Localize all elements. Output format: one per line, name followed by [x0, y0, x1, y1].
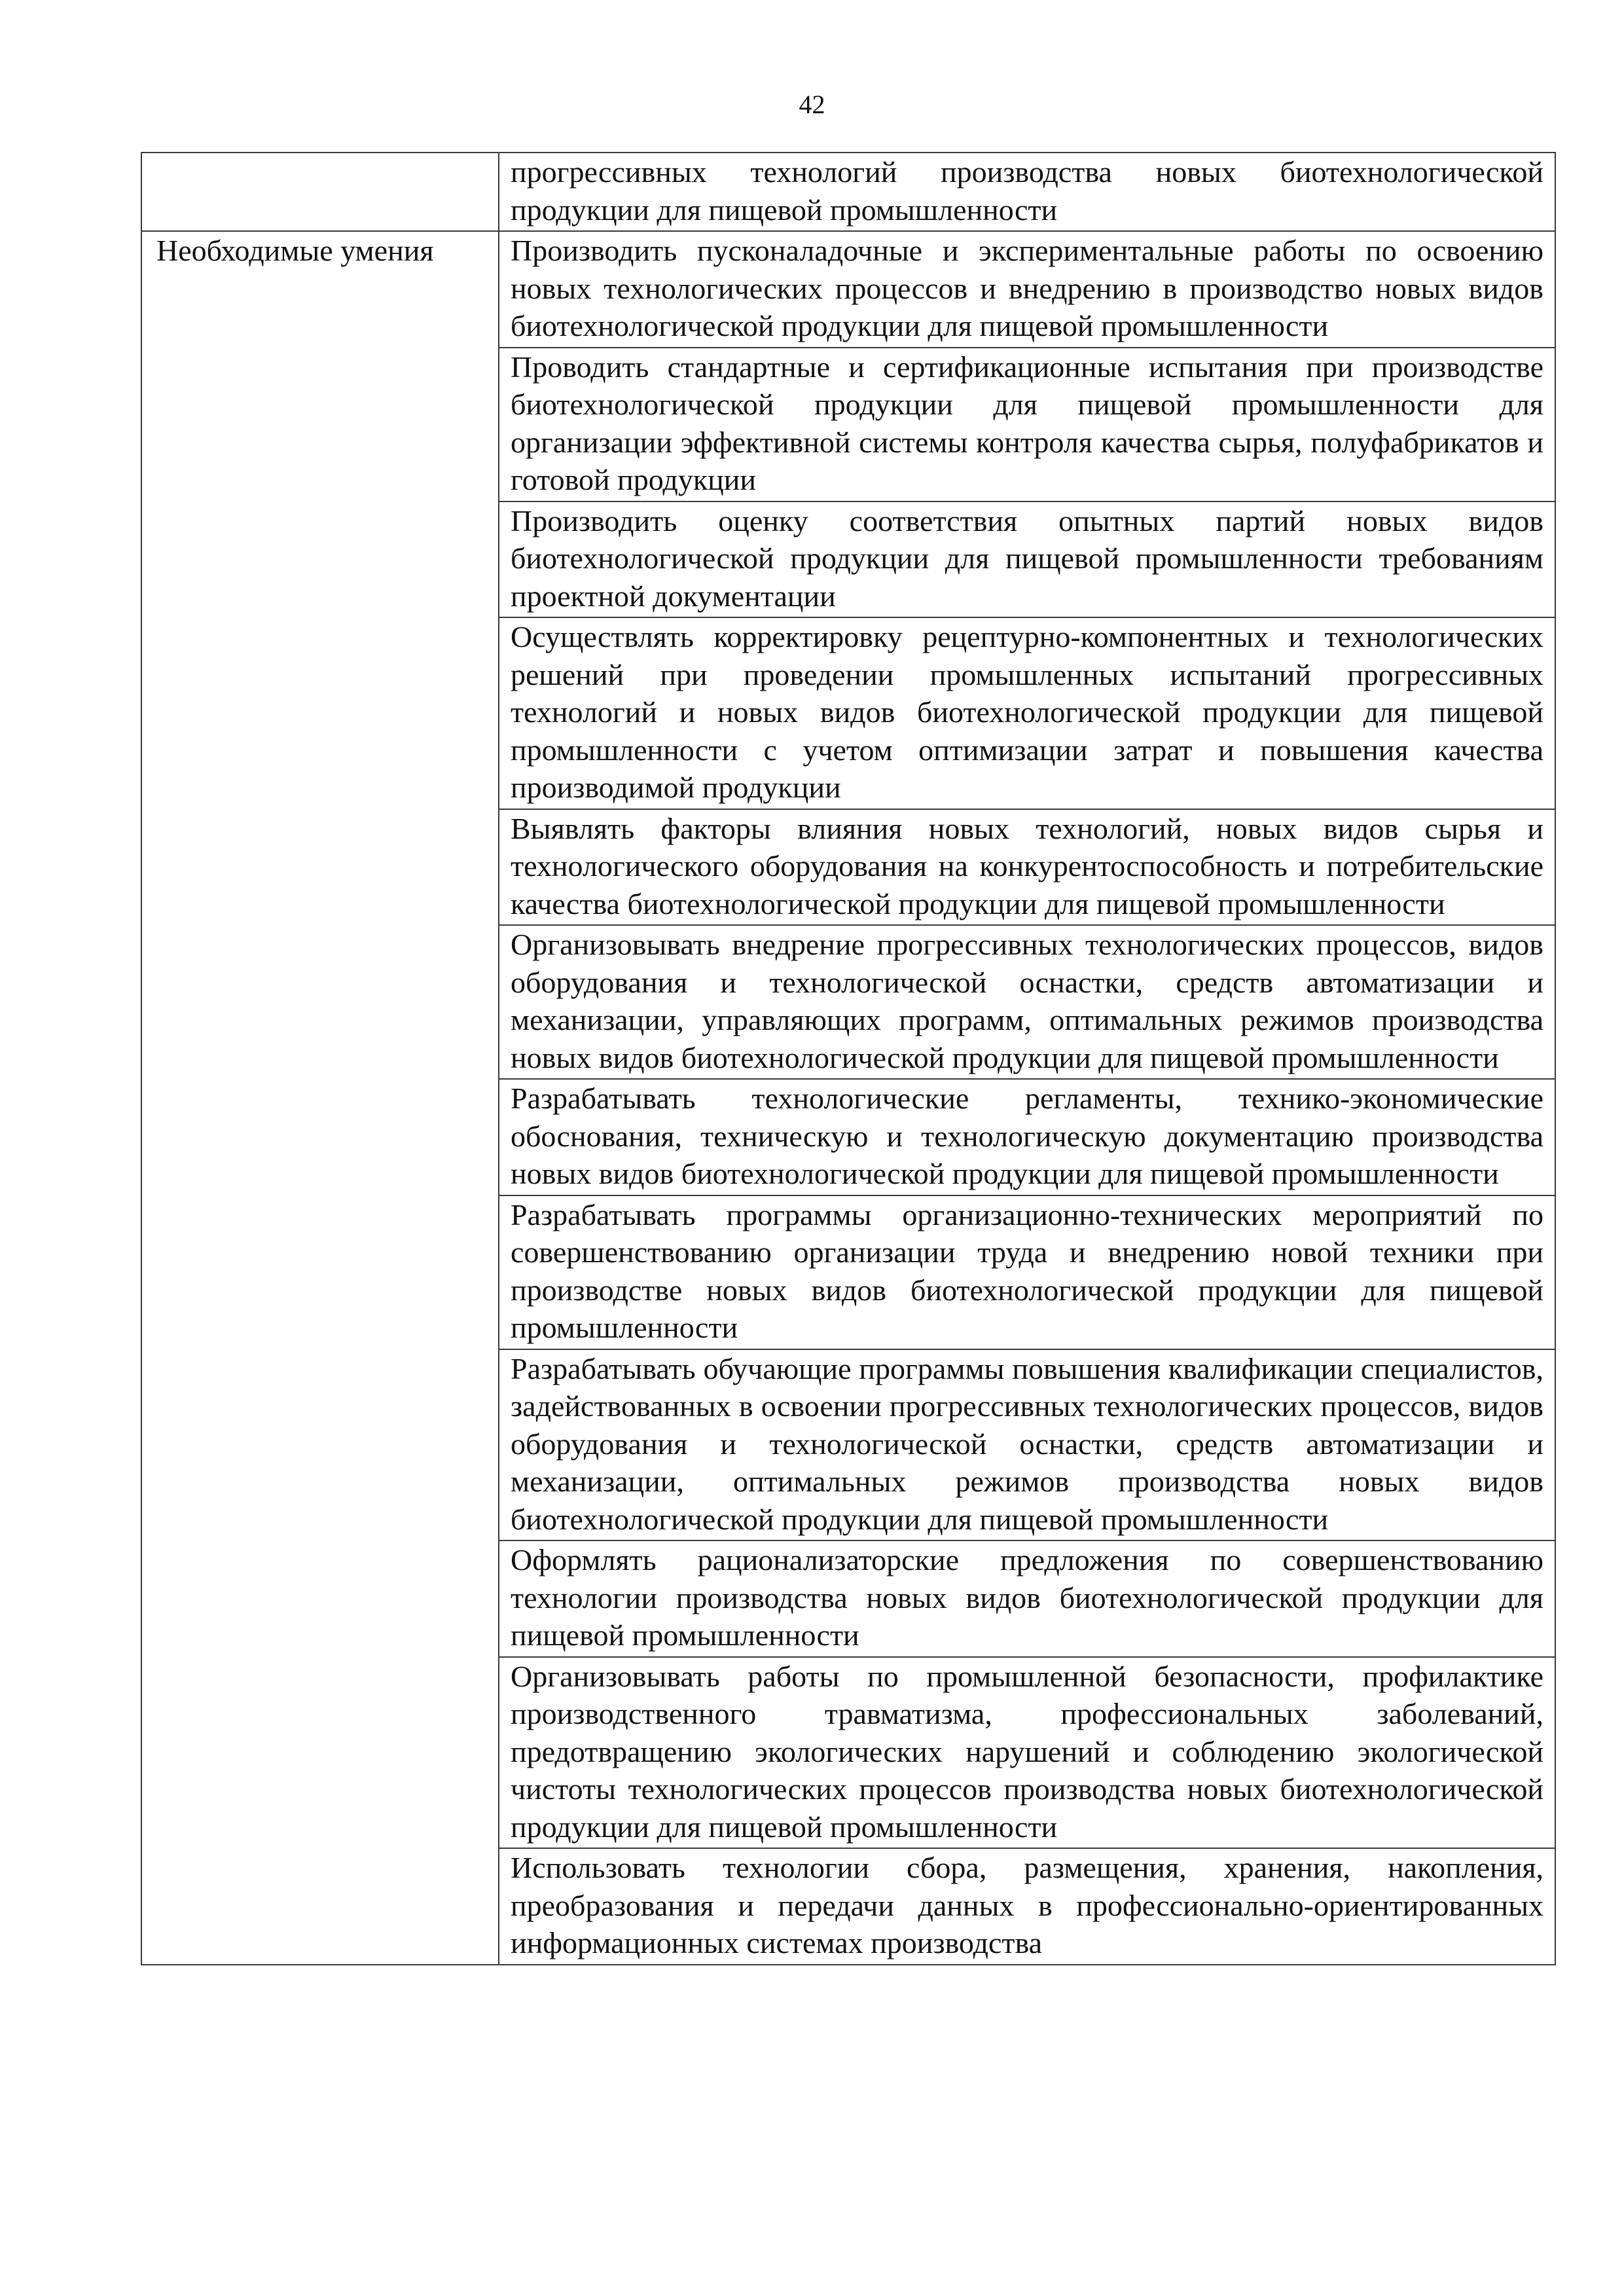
skill-item: Организовывать работы по промышленной безопасности, профилактике производственного травматизма, профессиональных заболеваний, предотвращению экологических нарушений и соблюдению экологической чистоты технологических процессов производства новых биотехнологической продукции для пищевой промышленности	[499, 1657, 1555, 1849]
skill-item: Оформлять рационализаторские предложения по совершенствованию технологии производства новых видов биотехнологической продукции для пищевой промышленности	[499, 1540, 1555, 1657]
table-row	[141, 231, 1555, 348]
skill-item: Разрабатывать технологические регламенты, технико-экономические обоснования, техническую и технологическую документацию производства новых видов биотехнологической продукции для пищевой промышленности	[499, 1079, 1555, 1195]
table-row-continuation	[141, 153, 1555, 231]
skill-item: Производить пусконаладочные и экспериментальные работы по освоению новых технологических процессов и внедрению в производство новых видов биотехнологической продукции для пищевой промышленности	[499, 231, 1555, 348]
skill-item: Использовать технологии сбора, размещения, хранения, накопления, преобразования и передачи данных в профессионально-ориентированных информационных системах производства	[499, 1848, 1555, 1965]
skill-item: Проводить стандартные и сертификационные испытания при производстве биотехнологической продукции для пищевой промышленности для организации эффективной системы контроля качества сырья, полуфабрикатов и готовой продукции	[499, 348, 1555, 501]
skill-item: Разрабатывать программы организационно-технических мероприятий по совершенствованию организации труда и внедрению новой техники при производстве новых видов биотехнологической продукции для пищевой промышленности	[499, 1195, 1555, 1349]
skill-item: Организовывать внедрение прогрессивных технологических процессов, видов оборудования и технологической оснастки, средств автоматизации и механизации, управляющих программ, оптимальных режимов производства новых видов биотехнологической продукции для пищевой промышленности	[499, 925, 1555, 1079]
empty-label-cell	[141, 153, 499, 231]
continuation-cell: прогрессивных технологий производства новых биотехнологической продукции для пищевой промышленности	[499, 153, 1555, 231]
skill-item: Выявлять факторы влияния новых технологий, новых видов сырья и технологического оборудования на конкурентоспособность и потребительские качества биотехнологической продукции для пищевой промышленности	[499, 809, 1555, 926]
page-number: 42	[799, 90, 825, 119]
skills-table	[141, 152, 1556, 1965]
skill-item: Разрабатывать обучающие программы повышения квалификации специалистов, задействованных в освоении прогрессивных технологических процессов, видов оборудования и технологической оснастки, средств автоматизации и механизации, оптимальных режимов производства новых видов биотехнологической продукции для пищевой промышленности	[499, 1349, 1555, 1541]
skill-item: Производить оценку соответствия опытных партий новых видов биотехнологической продукции для пищевой промышленности требованиям проектной документации	[499, 501, 1555, 618]
section-label-cell: Необходимые умения	[141, 231, 499, 1965]
skill-item: Осуществлять корректировку рецептурно-компонентных и технологических решений при проведении промышленных испытаний прогрессивных технологий и новых видов биотехнологической продукции для пищевой промышленности с учетом оптимизации затрат и повышения качества производимой продукции	[499, 617, 1555, 809]
